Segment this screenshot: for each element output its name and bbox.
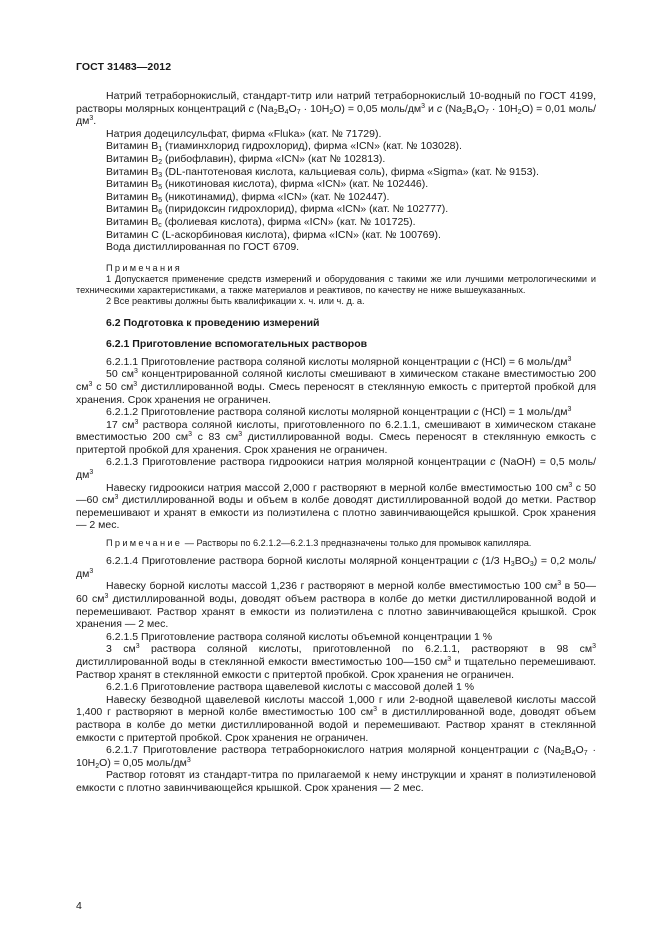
section-6-2-1-title: 6.2.1 Приготовление вспомогательных растворов [106,338,368,351]
section-6-2-1-6-heading: 6.2.1.6 Приготовление раствора щавелевой кислоты с массовой долей 1 % [106,681,475,694]
section-6-2-1-7-heading: 6.2.1.7 Приготовление раствора тетраборнокислого натрия молярной концентрации c $(Na_2B_4O_7 \cdot 10H_2O) = 0,05$ моль/$дм^3$ [76,744,596,770]
reagent-water: Вода дистиллированная по ГОСТ 6709. [106,241,300,254]
note-capillary: Примечание — Растворы по 6.2.1.2—6.2.1.3 предназначены только для промывок капилляра. [106,538,532,549]
section-6-2-1-2-text: 17 $см^3$ раствора соляной кислоты, приготовленного по 6.2.1.1, смешивают в химическом стакане вместимостью 200 $см^3$ с 83 $см^3$ дистиллированной воды. Смесь переносят в стеклянную емкость с притертой пробкой для хранения. Срок хранения не ограничен. [76,418,596,456]
section-6-2-1-3-heading: 6.2.1.3 Приготовление раствора гидроокиси натрия молярной концентрации c (NaOH) = 0,5 моль/$дм^3$ [76,456,597,482]
note-2: 2 Все реактивы должны быть квалификации х. ч. или ч. д. а. [106,296,365,307]
section-6-2-1-7-text: Раствор готовят из стандарт-титра по прилагаемой к нему инструкции и хранят в полиэтиленовой емкости с плотно завинчивающейся крышкой. Срок хранения — 2 мес. [76,769,596,794]
section-6-2-1-6-text: Навеску безводной щавелевой кислоты массой 1,000 г или 2-водной щавелевой кислоты массой 1,400 г растворяют в мерной колбе вместимостью 100 $см^3$ в дистиллированной воде, доводят объем раствора в колбе до метки дистиллированной водой и перемешивают. Раствор хранят в стеклянной емкости с притертой пробкой. Срок хранения не ограничен. [76,693,596,744]
reagent-vitamin-b3: Витамин $B_3$ (DL-пантотеновая кислота, кальциевая соль), фирма «Sigma» (кат. № 9153). [106,165,539,179]
reagent-vitamin-b2: Витамин $B_2$ (рибофлавин), фирма «ICN» (кат № 102813). [106,152,386,166]
reagent-vitamin-b6: Витамин $B_6$ (пиридоксин гидрохлорид), фирма «ICN» (кат. № 102777). [106,203,449,217]
section-6-2-1-5-text: 3 $см^3$ раствора соляной кислоты, приготовленной по 6.2.1.1, растворяют в 98 $см^3$ дистиллированной воды в стеклянной емкости вместимостью 100—150 $см^3$ и тщательно перемешивают. Раствор хранят в стеклянной емкости с притертой пробкой. Срок хранения не ограничен. [76,643,596,681]
document-header: ГОСТ 31483—2012 [76,61,172,73]
section-6-2-1-4-heading: 6.2.1.4 Приготовление раствора борной кислоты молярной концентрации c (1/3 $H_3BO_3) = 0,2$ моль/$дм^3$ [76,555,596,580]
section-6-2-1-3-text: Навеску гидроокиси натрия массой 2,000 г растворяют в мерной колбе вместимостью 100 $см^3$ с 50—60 $см^3$ дистиллированной воды и объем в колбе доводят дистиллированной водой до метки. Раствор перемешивают и хранят в емкости из полиэтилена с плотно завинчивающейся крышкой. Срок хранения — 2 мес. [76,481,597,532]
section-6-2-1-4-text: Навеску борной кислоты массой 1,236 г растворяют в мерной колбе вместимостью 100 $см^3$ в 50—60 $см^3$ дистиллированной воды, доводят объем раствора в колбе до метки дистиллированной водой и перемешивают. Раствор хранят в емкости из полиэтилена с плотно завинчивающейся крышкой. Срок хранения — 2 мес. [76,580,597,631]
section-6-2-1-5-heading: 6.2.1.5 Приготовление раствора соляной кислоты объемной концентрации 1 % [106,630,493,643]
reagent-vitamin-b1: Витамин $B_1$ (тиаминхлорид гидрохлорид), фирма «ICN» (кат. № 103028). [106,140,462,154]
section-6-2-1-1-heading: 6.2.1.1 Приготовление раствора соляной кислоты молярной концентрации c (HCl) = 6 моль/$дм^3$ [106,355,572,368]
reagent-vitamin-c: Витамин C (L-аскорбиновая кислота), фирма «ICN» (кат. № 100769). [106,228,441,241]
section-6-2-1-2-heading: 6.2.1.2 Приготовление раствора соляной кислоты молярной концентрации c (HCl) = 1 моль/$дм^3$ [106,406,572,419]
reagent-dodecyl: Натрия додецилсульфат, фирма «Fluka» (кат. № 71729). [106,127,382,140]
notes-title: Примечания [106,262,183,273]
page-number: 4 [76,900,82,912]
document-body [76,90,596,795]
reagent-vitamin-b5: Витамин $B_5$ (никотиновая кислота), фирма «ICN» (кат. № 102446). [106,178,429,192]
reagent-vitamin-bc: Витамин $B_c$ (фолиевая кислота), фирма «ICN» (кат. № 101725). [106,215,416,229]
section-6-2-1-1-text: 50 $см^3$ концентрированной соляной кислоты смешивают в химическом стакане вместимостью 200 $см^3$ с 50 $см^3$ дистиллированной воды. Смесь переносят в стеклянную емкость с притертой пробкой для хранения. Срок хранения не ограничен. [76,368,597,406]
reagent-vitamin-b5-amide: Витамин $B_5$ (никотинамид), фирма «ICN» (кат. № 102447). [106,190,390,204]
reagent-tetraborate: Натрий тетраборнокислый, стандарт-титр или натрий тетраборнокислый 10-водный по ГОСТ 4199, растворы молярных концентраций c $(Na_2B_4O_7 \cdot 10H_2O) = 0,05$ моль/$дм^3$ и c $(Na_2B_4O_7 \cdot 10H_2O) = 0,01$ моль/$дм^3$. [76,90,597,128]
section-6-2-title: 6.2 Подготовка к проведению измерений [106,316,320,329]
note-1: 1 Допускается применение средств измерений и оборудования с такими же или лучшими метрологическими и техническими характеристиками, а также материалов и реактивов, по качеству не ниже вышеуказанных. [76,273,596,296]
